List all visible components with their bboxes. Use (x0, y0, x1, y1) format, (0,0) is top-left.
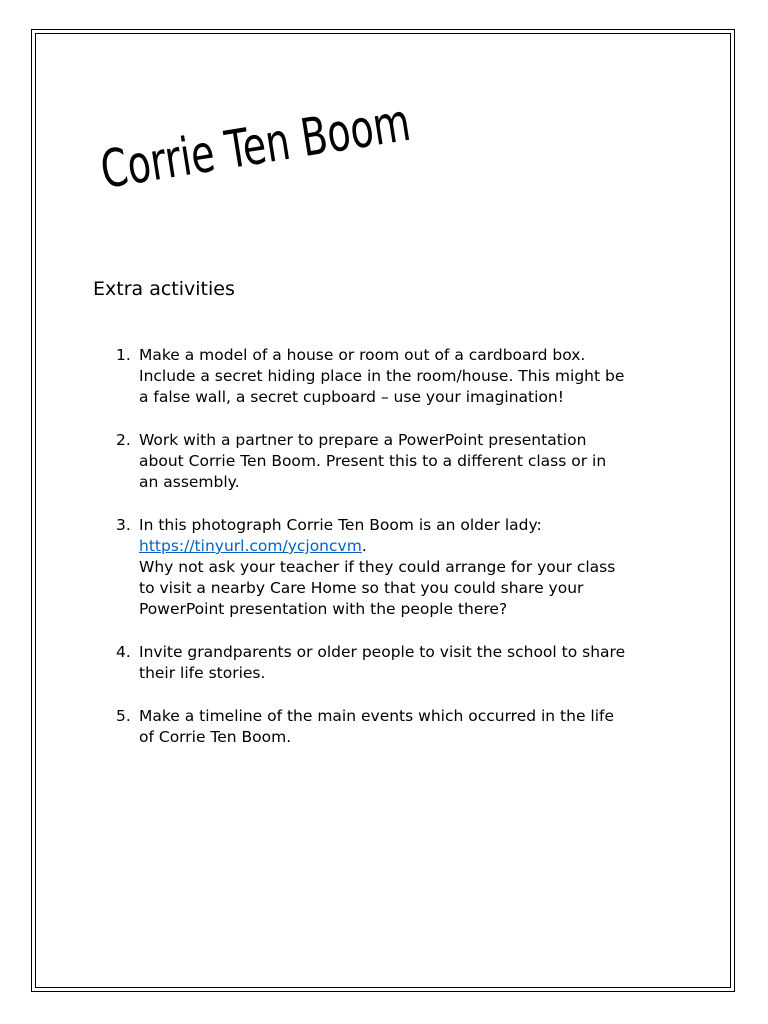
activity-line: Work with a partner to prepare a PowerPoint presentation (139, 431, 587, 449)
section-heading: Extra activities (93, 278, 235, 300)
activity-line: to visit a nearby Care Home so that you could share your (139, 579, 584, 597)
activity-number: 4. (116, 643, 131, 661)
activity-number: 2. (116, 431, 131, 449)
wordart-title (90, 80, 460, 210)
activity-line: Make a model of a house or room out of a cardboard box. (139, 346, 586, 364)
activity-item-4 (116, 642, 679, 684)
activity-line: Why not ask your teacher if they could arrange for your class (139, 558, 616, 576)
activity-line: Invite grandparents or older people to visit the school to share (139, 643, 626, 661)
activity-line: their life stories. (139, 664, 266, 682)
activity-list (116, 345, 679, 770)
activity-line: In this photograph Corrie Ten Boom is an older lady: (139, 516, 542, 534)
activity-line: Make a timeline of the main events which occurred in the life (139, 707, 615, 725)
activity-line: PowerPoint presentation with the people there? (139, 600, 508, 618)
activity-number: 5. (116, 707, 131, 725)
activity-item-2 (116, 430, 679, 493)
activity-line: an assembly. (139, 473, 240, 491)
activity-link-line (139, 536, 679, 557)
activity-number: 1. (116, 346, 131, 364)
activity-line: of Corrie Ten Boom. (139, 728, 292, 746)
activity-item-1 (116, 345, 679, 408)
activity-line: a false wall, a secret cupboard – use your imagination! (139, 388, 564, 406)
title-text: Corrie Ten Boom (96, 91, 415, 201)
tinyurl-link[interactable]: https://tinyurl.com/ycjoncvm (139, 537, 362, 555)
activity-line: about Corrie Ten Boom. Present this to a different class or in (139, 452, 607, 470)
activity-line: Include a secret hiding place in the room/house. This might be (139, 367, 625, 385)
activity-number: 3. (116, 516, 131, 534)
activity-item-5 (116, 706, 679, 748)
link-suffix: . (361, 537, 367, 555)
activity-item-3 (116, 515, 679, 620)
